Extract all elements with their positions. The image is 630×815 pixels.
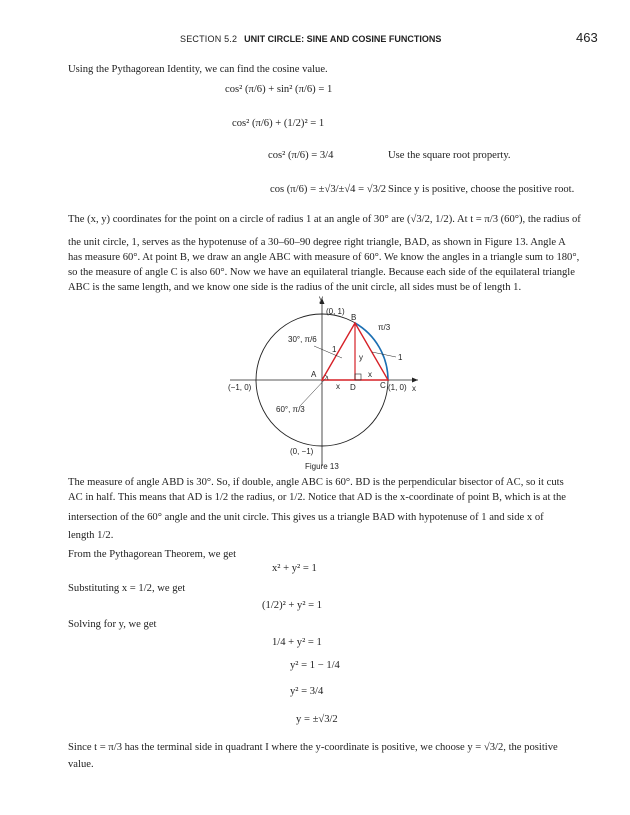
conclusion-line-1: Since t = π/3 has the terminal side in quadrant I where the y-coordinate is positive, we choose y = √3/2, the positive <box>68 742 558 753</box>
label-angle-30: 30°, π/6 <box>288 335 317 344</box>
label-arc-length: 1 <box>398 353 403 362</box>
equation-step-4: cos (π/6) = ±√3/±√4 = √3/2 <box>270 184 387 195</box>
label-side-x1: x <box>336 382 340 391</box>
paragraph-2-line-4: length 1/2. <box>68 530 114 541</box>
equation-step-1: cos² (π/6) + sin² (π/6) = 1 <box>225 84 333 95</box>
pythagorean-eq-5: y² = 3/4 <box>290 686 324 697</box>
paragraph-1-line-1: The (x, y) coordinates for the point on a circle of radius 1 at an angle of 30° are (√3/2, 1/2). At t = π/3 (60°), the radius of <box>68 214 581 225</box>
label-angle-60: 60°, π/3 <box>276 405 305 414</box>
pythagorean-eq-4: y² = 1 − 1/4 <box>290 660 340 671</box>
step-4-note: Since y is positive, choose the positive root. <box>388 184 575 195</box>
pythagorean-intro: From the Pythagorean Theorem, we get <box>68 549 237 560</box>
label-left: (−1, 0) <box>228 383 252 392</box>
paragraph-1-line-4: so the measure of angle C is also 60°. Now we have an equilateral triangle. Because each side of the equilateral triangle <box>68 267 575 278</box>
paragraph-2-line-1: The measure of angle ABD is 30°. So, if double, angle ABC is 60°. BD is the perpendicular bisector of AC, so it cuts <box>68 477 564 488</box>
figure-caption: Figure 13 <box>305 462 339 471</box>
pythagorean-eq-2: (1/2)² + y² = 1 <box>262 600 323 611</box>
label-right: (1, 0) <box>388 383 407 392</box>
label-point-B: B <box>351 313 357 322</box>
intro-text: Using the Pythagorean Identity, we can find the cosine value. <box>68 64 328 75</box>
paragraph-1-line-3: has measure 60°. At point B, we draw an angle ABC with measure of 60°. We know the angles in a triangle sum to 180°, <box>68 252 580 263</box>
section-title: UNIT CIRCLE: SINE AND COSINE FUNCTIONS <box>244 34 442 44</box>
label-side-x2: x <box>368 370 372 379</box>
step-3-note: Use the square root property. <box>388 150 511 161</box>
pythagorean-eq-6: y = ±√3/2 <box>296 714 338 725</box>
paragraph-2-line-3: intersection of the 60° angle and the unit circle. This gives us a triangle BAD with hypotenuse of 1 and side x of <box>68 512 544 523</box>
paragraph-1-line-5: ABC is the same length, and we know one side is the radius of the unit circle, all sides must be of length 1. <box>68 282 522 293</box>
equation-step-3: cos² (π/6) = 3/4 <box>268 150 334 161</box>
equation-step-2: cos² (π/6) + (1/2)² = 1 <box>232 118 325 129</box>
page-number: 463 <box>576 30 598 45</box>
label-x-axis: x <box>412 384 416 393</box>
unit-circle-figure <box>210 294 430 474</box>
half-fraction-1: 1/2 <box>214 492 229 503</box>
section-number: SECTION 5.2 <box>180 34 238 44</box>
label-y-axis: y <box>319 294 323 303</box>
half-fraction-2: 1/2 <box>289 492 303 503</box>
label-side-1: 1 <box>332 345 337 354</box>
paragraph-2-line-2: AC in half. This means that AD is 1/2 the radius, or 1/2. Notice that AD is the x-coordinate of point B, which is at the <box>68 492 566 503</box>
substituting-text: Substituting x = 1/2, we get <box>68 583 186 594</box>
label-side-y: y <box>359 353 363 362</box>
label-bottom: (0, −1) <box>290 447 314 456</box>
pythagorean-eq-3: 1/4 + y² = 1 <box>272 637 322 648</box>
label-arc-angle: π/3 <box>378 323 391 332</box>
running-header <box>180 33 441 45</box>
pythagorean-eq-1: x² + y² = 1 <box>272 563 317 574</box>
pointer-60 <box>300 376 328 406</box>
coordinates-30deg: (√3/2, 1/2) <box>407 214 453 225</box>
conclusion-line-2: value. <box>68 759 94 770</box>
x-axis-arrow-icon <box>412 378 418 383</box>
label-point-A: A <box>311 370 317 379</box>
right-angle-marker <box>355 374 361 380</box>
half-fraction-3: 1/2 <box>97 530 111 541</box>
label-top: (0, 1) <box>326 307 345 316</box>
label-point-C: C <box>380 381 386 390</box>
solving-text: Solving for y, we get <box>68 619 157 630</box>
label-point-D: D <box>350 383 356 392</box>
paragraph-1-line-2: the unit circle, 1, serves as the hypotenuse of a 30–60–90 degree right triangle, BAD, as shown in Figure 13. Angle A <box>68 237 566 248</box>
